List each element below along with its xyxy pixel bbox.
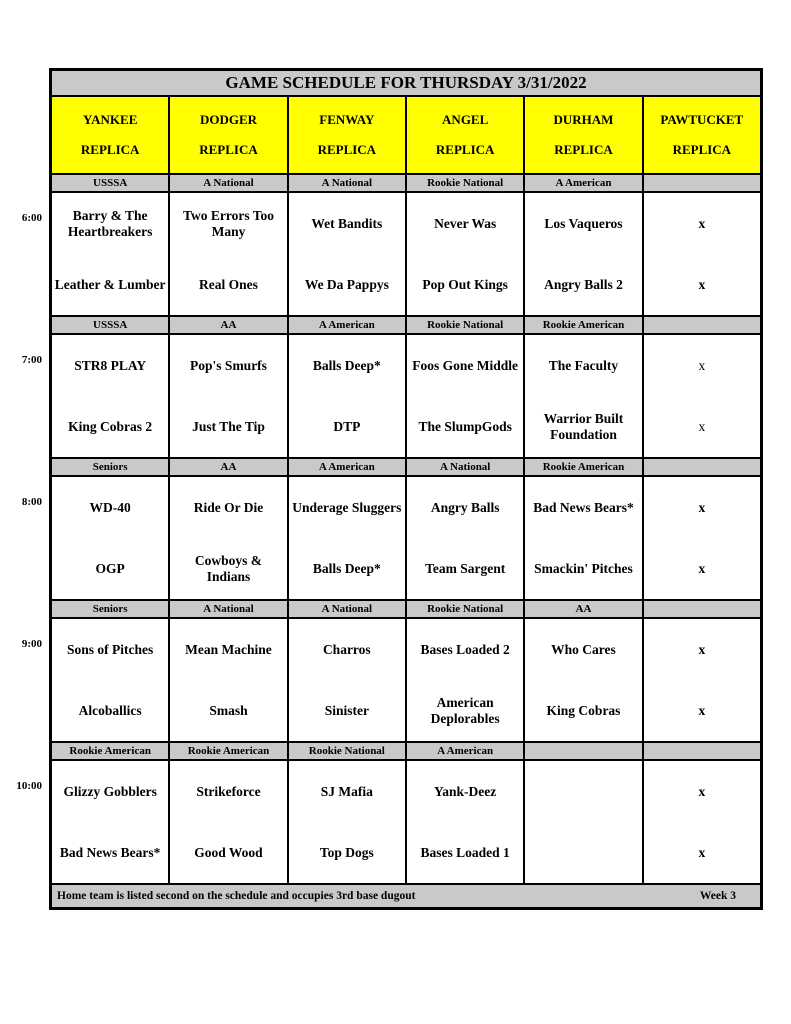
division-label: A National (170, 175, 286, 191)
matchup-cell (289, 477, 405, 599)
home-team: Sinister (324, 702, 369, 718)
home-team (525, 822, 641, 883)
home-team: We Da Pappys (304, 276, 389, 292)
home-team: Real Ones (199, 276, 258, 292)
footer-bar (52, 885, 760, 907)
matchup-cell (170, 335, 286, 457)
visitor-team: Wet Bandits (311, 215, 383, 231)
visitor-team: Sons of Pitches (67, 641, 154, 657)
home-team: Pop Out Kings (422, 276, 508, 292)
column-header-angel (407, 97, 523, 173)
division-label: Rookie National (407, 601, 523, 617)
visitor-team: Yank-Deez (434, 783, 497, 799)
bye-mark: x (698, 641, 706, 657)
visitor-team: WD-40 (89, 499, 131, 515)
footer-note: Home team is listed second on the schedule and occupies 3rd base dugout (57, 890, 416, 902)
matchup-cell (525, 335, 641, 457)
schedule-title: GAME SCHEDULE FOR THURSDAY 3/31/2022 (52, 71, 760, 95)
home-team: King Cobras 2 (68, 418, 153, 434)
field-replica-label: REPLICA (435, 142, 495, 158)
matchup-cell (170, 761, 286, 883)
bye-cell (644, 761, 760, 883)
division-label: A National (407, 459, 523, 475)
column-header-dodger (170, 97, 286, 173)
matchup-cell (289, 619, 405, 741)
visitor-team: SJ Mafia (320, 783, 373, 799)
matchup-cell (52, 619, 168, 741)
visitor-team: Ride Or Die (193, 499, 264, 515)
division-label: Rookie American (170, 743, 286, 759)
empty-matchup-cell (525, 761, 641, 883)
column-header-durham (525, 97, 641, 173)
matchup-cell (525, 193, 641, 315)
field-name: DODGER (199, 111, 258, 127)
bye-cell (644, 619, 760, 741)
matchup-cell (407, 193, 523, 315)
field-name: FENWAY (319, 111, 375, 127)
matchup-cell (525, 477, 641, 599)
field-name: PAWTUCKET (660, 111, 744, 127)
matchup-cell (289, 761, 405, 883)
matchup-cell (407, 335, 523, 457)
division-label: AA (525, 601, 641, 617)
division-label (644, 459, 760, 475)
visitor-team: Angry Balls (430, 499, 500, 515)
field-replica-label: REPLICA (80, 142, 140, 158)
field-replica-label: REPLICA (554, 142, 613, 158)
division-label: AA (170, 317, 286, 333)
bye-mark: x (698, 783, 706, 799)
visitor-team: Glizzy Gobblers (63, 783, 157, 799)
field-replica-label: REPLICA (199, 142, 258, 158)
matchup-cell (407, 477, 523, 599)
matchup-cell (52, 335, 168, 457)
time-label: 8:00 (21, 495, 42, 508)
visitor-team: Bad News Bears* (533, 499, 634, 515)
visitor-team: Barry & The Heartbreakers (67, 207, 153, 239)
home-team: Just The Tip (192, 418, 265, 434)
schedule-table (49, 68, 763, 910)
division-label: A American (407, 743, 523, 759)
home-team: American Deplorables (430, 694, 500, 726)
visitor-team: Mean Machine (185, 641, 272, 657)
division-label: A American (289, 459, 405, 475)
bye-cell (644, 477, 760, 599)
matchup-cell (52, 477, 168, 599)
division-label: Rookie American (52, 743, 168, 759)
column-header-yankee (52, 97, 168, 173)
visitor-team: Never Was (434, 215, 497, 231)
division-label: A American (525, 175, 641, 191)
visitor-team (525, 761, 641, 822)
matchup-cell (407, 619, 523, 741)
division-label (644, 743, 760, 759)
home-team: Good Wood (194, 844, 263, 860)
matchup-cell (407, 761, 523, 883)
week-label: Week 3 (699, 890, 736, 902)
time-label: 10:00 (16, 779, 42, 792)
visitor-team: Charros (322, 641, 371, 657)
home-team: Cowboys & Indians (194, 552, 263, 584)
visitor-team: Foos Gone Middle (412, 357, 519, 373)
visitor-team: STR8 PLAY (74, 357, 147, 373)
matchup-cell (52, 761, 168, 883)
home-team: Leather & Lumber (54, 276, 166, 292)
visitor-team: Who Cares (551, 641, 616, 657)
division-label: AA (170, 459, 286, 475)
visitor-team: Strikeforce (196, 783, 261, 799)
home-team: Bad News Bears* (59, 844, 161, 860)
home-team: Bases Loaded 1 (420, 844, 510, 860)
division-label: Rookie National (407, 175, 523, 191)
bye-mark: x (698, 844, 706, 860)
home-team: Smash (209, 702, 248, 718)
home-team: Team Sargent (425, 560, 506, 576)
time-label: 6:00 (21, 211, 42, 224)
home-team: Smackin' Pitches (534, 560, 633, 576)
division-label: A National (170, 601, 286, 617)
field-name: YANKEE (82, 111, 138, 127)
matchup-cell (170, 193, 286, 315)
bye-mark: x (698, 276, 706, 292)
field-replica-label: REPLICA (317, 142, 377, 158)
division-label (525, 743, 641, 759)
division-label (644, 317, 760, 333)
bye-mark: x (698, 418, 706, 434)
bye-cell (644, 335, 760, 457)
division-label: Seniors (52, 459, 168, 475)
bye-cell (644, 193, 760, 315)
visitor-team: The Faculty (548, 357, 619, 373)
visitor-team: Bases Loaded 2 (420, 641, 510, 657)
home-team: Balls Deep* (312, 560, 381, 576)
matchup-cell (289, 193, 405, 315)
division-label: Rookie National (289, 743, 405, 759)
home-team: Alcoballics (78, 702, 142, 718)
visitor-team: Underage Sluggers (292, 499, 402, 515)
division-label (644, 601, 760, 617)
home-team: OGP (95, 560, 125, 576)
bye-mark: x (698, 215, 706, 231)
home-team: King Cobras (546, 702, 621, 718)
matchup-cell (289, 335, 405, 457)
division-label: USSSA (52, 317, 168, 333)
bye-mark: x (698, 357, 706, 373)
field-name: DURHAM (553, 111, 614, 127)
division-label: A National (289, 601, 405, 617)
home-team: Angry Balls 2 (544, 276, 623, 292)
home-team: Top Dogs (319, 844, 374, 860)
column-header-fenway (289, 97, 405, 173)
division-label: Rookie American (525, 459, 641, 475)
matchup-cell (170, 619, 286, 741)
division-label: A National (289, 175, 405, 191)
home-team: The SlumpGods (418, 418, 512, 434)
bye-mark: x (698, 560, 706, 576)
division-label: Seniors (52, 601, 168, 617)
division-label: Rookie National (407, 317, 523, 333)
division-label (644, 175, 760, 191)
home-team: Warrior Built Foundation (543, 410, 624, 442)
visitor-team: Pop's Smurfs (190, 357, 267, 373)
visitor-team: Two Errors Too Many (182, 207, 274, 239)
column-header-pawtucket (644, 97, 760, 173)
field-replica-label: REPLICA (672, 142, 732, 158)
visitor-team: Balls Deep* (312, 357, 381, 373)
division-label: USSSA (52, 175, 168, 191)
time-label: 9:00 (21, 637, 42, 650)
visitor-team: Los Vaqueros (544, 215, 623, 231)
home-team: DTP (333, 418, 361, 434)
matchup-cell (170, 477, 286, 599)
division-label: Rookie American (525, 317, 641, 333)
field-name: ANGEL (442, 111, 489, 127)
bye-mark: x (698, 499, 706, 515)
matchup-cell (52, 193, 168, 315)
division-label: A American (289, 317, 405, 333)
time-label: 7:00 (21, 353, 42, 366)
bye-mark: x (698, 702, 706, 718)
matchup-cell (525, 619, 641, 741)
